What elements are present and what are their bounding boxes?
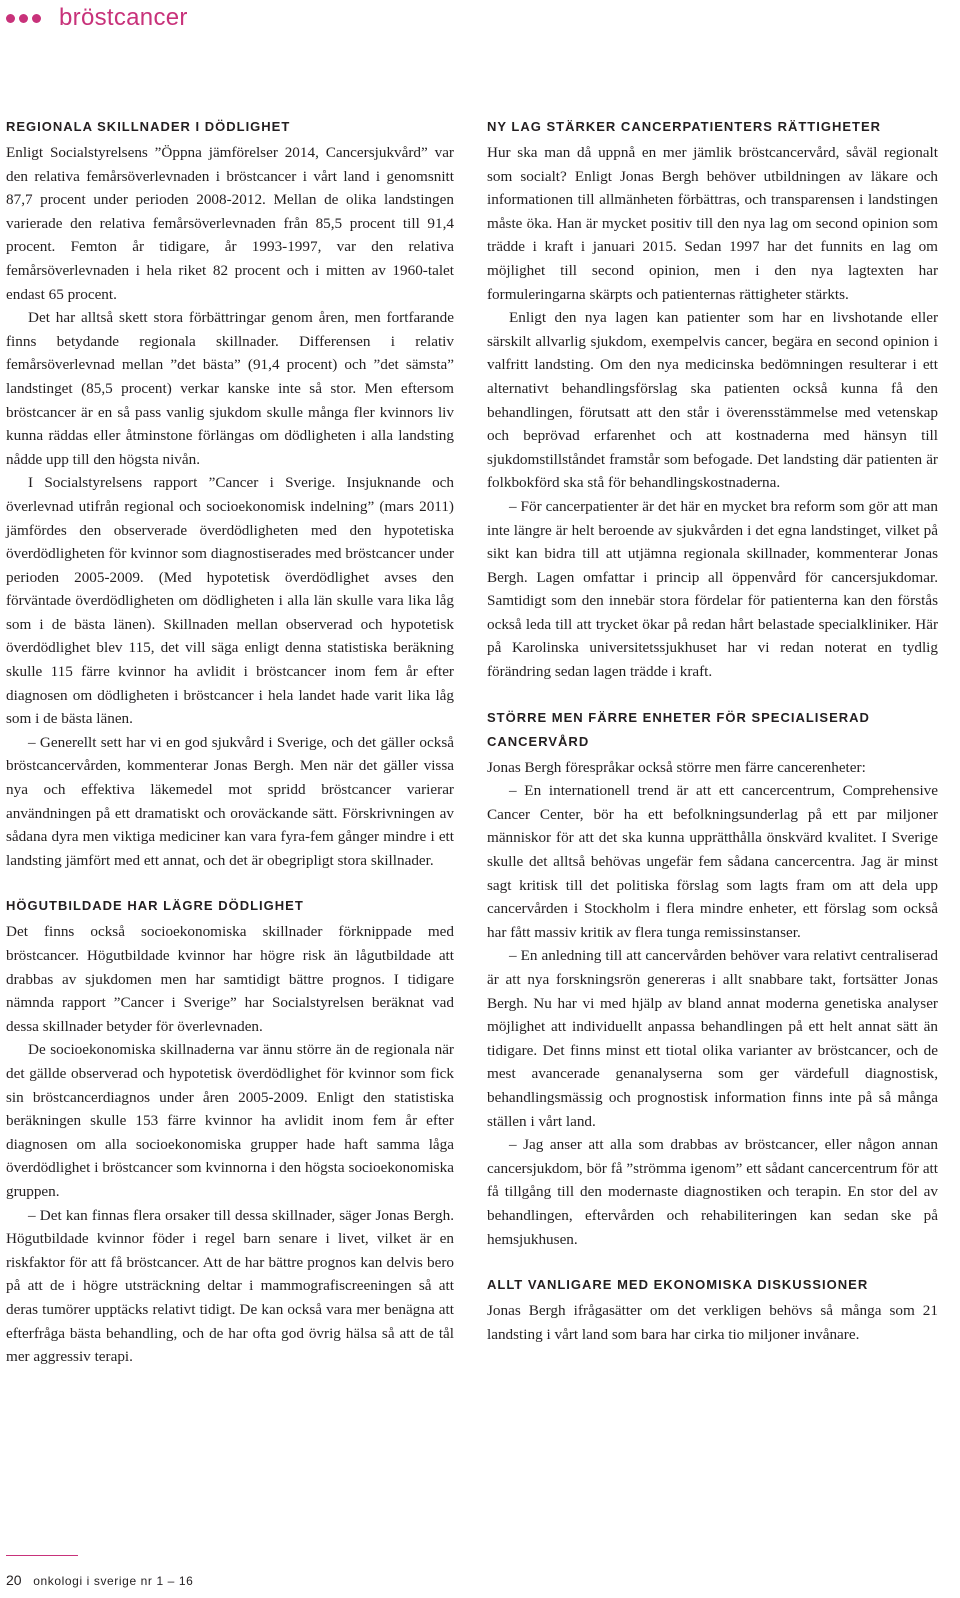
header-bar [6,0,188,36]
bullet-dot-icon [32,14,41,23]
page-footer [6,1572,193,1588]
subheading-regional: REGIONALA SKILLNADER I DÖDLIGHET [6,119,291,134]
paragraph: – För cancerpatienter är det här en mycket bra reform som gör att man inte längre är helt beroende av sjukvården i det egna landstinget, vilket på sikt kan bidra till att utjämna regionala skillnader, kommenterar Jonas Bergh. Lagen omfattar i princip all öppenvård för cancersjukdomar. Samtidigt som den innebär stora fördelar för patienterna kan den förstås också leda till att trycket ökar på redan hårt belastade specialkliniker. Här på Karolinska universitetssjukhuset har vi redan noterat en tydlig förändring sedan lagen trädde i kraft. [487,497,938,681]
paragraph: – En internationell trend är att ett cancercentrum, Comprehensive Cancer Center, bör ha ett befolkningsunderlag på ett par miljoner människor för att det ska kunna upprätthålla önskvärd kvalitet. I Sverige skulle det alltså behövas ungefär fem sådana cancercentra. Jag är minst sagt kritisk till det politiska förslag som lagts fram om att dela upp cancervården i Stockholm i flera mindre enheter, ett förslag som också har fått massiv kritik av flera tunga remissinstanser. [487,782,938,941]
paragraph: Jonas Bergh ifrågasätter om det verkligen behövs så många som 21 landsting i vårt land som bara har cirka tio miljoner invånare. [487,1302,938,1343]
paragraph: – Det kan finnas flera orsaker till dessa skillnader, säger Jonas Bergh. Högutbildade kvinnor föder i regel barn senare i livet, vilket är en riskfaktor för att få bröstcancer. Att de har bättre prognos kan delvis bero på att de i högre utsträckning deltar i mammografiscreeningen så att deras tumörer upptäcks relativt tidigt. De kan också vara mer benägna att efterfråga bästa behandling, och de har ofta god övrig hälsa så att de tål mer aggressiv terapi. [6,1206,454,1366]
paragraph: Det finns också socioekonomiska skillnader förknippade med bröstcancer. Högutbildade kvinnor har högre risk än lågutbildade att drabbas av sjukdomen men har samtidigt bättre prognos. I tidigare nämnda rapport ”Cancer i Sverige” har Socialstyrelsen beräknat vad dessa skillnader betyder för överlevnaden. [6,923,454,1035]
subheading-ny-lag: NY LAG STÄRKER CANCERPATIENTERS RÄTTIGHETER [487,119,882,134]
paragraph: Det har alltså skett stora förbättringar genom åren, men fortfarande finns betydande regionala skillnader. Differensen i relativ femårsöverlevnad mellan ”det bästa” (91,4 procent) och ”det sämsta” landstinget (85,5 procent) verkar kanske inte så stor. Men eftersom bröstcancer är en så pass vanlig sjukdom skulle många fler kvinnors liv kunna räddas eller åtminstone förlängas om dödligheten i alla landsting nådde upp till den högsta nivån. [6,309,454,468]
subheading-storre-men-farre: STÖRRE MEN FÄRRE ENHETER FÖR SPECIALISERAD CANCERVÅRD [487,709,870,749]
paragraph: – Jag anser att alla som drabbas av bröstcancer, eller någon annan cancersjukdom, bör få ”strömma igenom” ett sådant cancercentrum för att få tillgång till den modernaste diagnostiken och terapin. En stor del av behandlingen, eftervården och rehabiliteringen kan sedan ske på hemsjukhusen. [487,1136,938,1248]
section-title: bröstcancer [59,4,188,31]
bullet-dot-icon [19,14,28,23]
paragraph: – En anledning till att cancervården behöver vara relativt centraliserad är att nya forskningsrön genereras i allt snabbare takt, fortsätter Jonas Bergh. Nu har vi med hjälp av bland annat moderna genetiska analyser möjlighet att individuellt anpassa behandlingen på ett helt annat sätt än tidigare. Det finns minst ett tiotal olika varianter av bröstcancer, och de mest avancerade genanalyserna som ger värdefull diagnostisk, behandlingsmässig och prognostisk information finns inte på så många ställen i vårt land. [487,947,938,1130]
right-column [487,115,938,1346]
paragraph: – Generellt sett har vi en god sjukvård i Sverige, och det gäller också bröstcancervården, kommenterar Jonas Bergh. Men när det gäller vissa nya och effektiva läkemedel mot spridd bröstcancer varierar användningen på ett dramatiskt och oroväckande sätt. Förskrivningen av sådana dyra men viktiga mediciner kan vara fyra-fem gånger mindre i ett landsting jämfört med ett annat, och det är obegripligt stora skillnader. [6,733,454,869]
magazine-name: onkologi i sverige nr 1 – 16 [33,1574,194,1588]
footer-rule [6,1555,78,1556]
page-number: 20 [6,1572,22,1588]
bullet-dot-icon [6,14,15,23]
paragraph: Enligt den nya lagen kan patienter som har en livshotande eller särskilt allvarlig sjukdom, exempelvis cancer, begära en second opinion i valfritt landsting. Om den nya medicinska bedömningen resulterar i ett alternativt behandlingsförslag ska patienten också kunna få den behandlingen, förutsatt att den står i överensstämmelse med vetenskap och beprövad erfarenhet och att kostnaderna med hänsyn till sjukdomstillståndet framstår som befogade. Det landsting där patienten är folkbokförd ska stå för behandlingskostnaderna. [487,309,938,492]
paragraph: De socioekonomiska skillnaderna var ännu större än de regionala när det gällde observerad och hypotetisk överdödlighet för kvinnor som fick sin bröstcancerdiagnos under åren 2005-2009. Enligt den statistiska beräkningen skulle 153 färre kvinnor ha avlidit inom fem år efter diagnosen om alla socioekonomiska grupper hade haft samma låga överdödlighet i bröstcancer som kvinnorna i den högsta socioekonomiska gruppen. [6,1041,454,1200]
paragraph: I Socialstyrelsens rapport ”Cancer i Sverige. Insjuknande och överlevnad utifrån regional och socioekonomisk indelning” (mars 2011) jämfördes den observerade överdödligheten med den hypotetiska överdödligheten för kvinnor som diagnostiserades med bröstcancer under perioden 2005-2009. (Med hypotetisk överdödlighet avses den förväntade överdödligheten om dödligheten i alla län skulle vara lika låg som i de bästa länen). Skillnaden mellan observerad och hypotetisk överdödlighet blev 115, det vill säga enligt denna statistiska beräkning skulle 115 färre kvinnor ha avlidit i bröstcancer inom fem år efter diagnosen om dödligheten i bröstcancer i hela landet hade varit lika låg som i de bästa länen. [6,474,454,728]
subheading-hogutbildade: HÖGUTBILDADE HAR LÄGRE DÖDLIGHET [6,898,304,914]
paragraph: Hur ska man då uppnå en mer jämlik bröstcancervård, såväl regionalt som socialt? Enligt Jonas Bergh behöver utbildningen av läkare och informationen till allmänheten förbättras, och transparensen i landstingen måste öka. Han är mycket positiv till den nya lag om second opinion som trädde i kraft i januari 2015. Sedan 1997 har det funnits en lag om möjlighet till second opinion, men i den nya lagtexten har formuleringarna skärpts och patienternas rättigheter stärkts. [487,144,938,303]
left-column [6,115,454,1369]
paragraph: Jonas Bergh förespråkar också större men färre cancerenheter: [487,758,866,776]
subheading-ekonomiska: ALLT VANLIGARE MED EKONOMISKA DISKUSSIONER [487,1277,869,1293]
paragraph: Enligt Socialstyrelsens ”Öppna jämförelser 2014, Cancersjukvård” var den relativa femårsöverlevnaden i bröstcancer i vårt land i genomsnitt 87,7 procent under perioden 2008-2012. Mellan de olika landstingen varierade den relativa femårsöverlevnaden från 85,5 procent till 91,4 procent. Femton år tidigare, år 1993-1997, var den relativa femårsöverlevnaden i hela riket 82 procent och i mitten av 1960-talet endast 65 procent. [6,144,454,303]
